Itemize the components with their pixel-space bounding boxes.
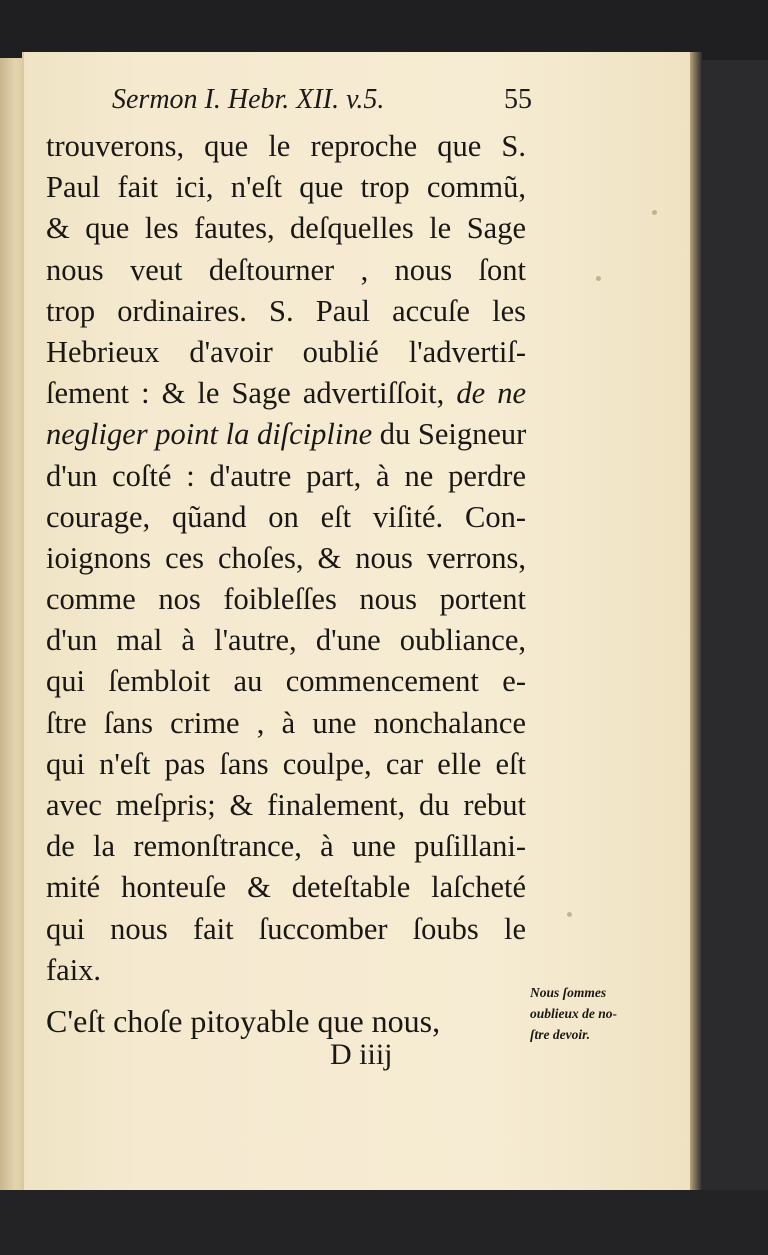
- text-line: [46, 703, 526, 744]
- text-line: [46, 126, 526, 167]
- text-line: [46, 950, 526, 991]
- text-line: [46, 414, 526, 455]
- text-segment: faix.: [46, 952, 102, 987]
- text-segment: Paul fait ici, n'eſt que trop commũ,: [46, 170, 526, 205]
- running-head: [112, 84, 532, 124]
- text-line: [46, 373, 526, 414]
- text-segment: avec meſpris; & finalement, du rebut: [46, 788, 526, 822]
- text-line: [46, 620, 526, 661]
- text-line: [46, 661, 526, 702]
- marginal-note-line: oublieux de no-: [530, 1006, 618, 1021]
- text-segment: ſtre ſans crime , à une nonchalance: [46, 705, 526, 740]
- text-segment: comme nos foibleſſes nous portent: [46, 582, 526, 617]
- text-line: [46, 1001, 526, 1042]
- text-segment: qui nous fait ſuccomber ſoubs le: [46, 911, 526, 946]
- text-segment: d'un coſté : d'autre part, à ne perdre: [46, 458, 526, 493]
- text-segment: qui n'eſt pas ſans coulpe, car elle eſt: [46, 746, 526, 781]
- text-line: [46, 826, 526, 867]
- text-segment: & que les fautes, deſquelles le Sage: [46, 211, 526, 246]
- text-segment: ſement : & le Sage advertiſſoit,: [46, 376, 457, 411]
- text-line: [46, 208, 526, 249]
- text-line: [46, 909, 526, 950]
- paper-speck: [567, 912, 572, 917]
- text-segment: de la remonſtrance, à une puſillani-: [46, 829, 526, 864]
- text-line: [46, 785, 526, 826]
- text-line: [46, 332, 526, 373]
- page-number: 55: [504, 84, 532, 115]
- text-segment: mité honteuſe & deteſtable laſcheté: [46, 870, 526, 905]
- italic-quote: negliger point la diſcipline: [46, 417, 373, 452]
- text-segment: ioignons ces choſes, & nous verrons,: [46, 540, 526, 575]
- scan-backdrop-top: [0, 0, 768, 60]
- italic-quote: de ne: [456, 376, 527, 411]
- paper-speck: [652, 210, 657, 215]
- text-line: [46, 867, 526, 908]
- text-line: [46, 456, 526, 497]
- text-segment: nous veut deſtourner , nous ſont: [46, 252, 526, 287]
- text-segment: qui ſembloit au commencement e-: [46, 664, 526, 699]
- text-segment: courage, qũand on eſt viſité. Con-: [46, 499, 526, 534]
- text-line: [46, 579, 526, 620]
- text-line: [46, 744, 526, 785]
- signature-mark: D iiij: [330, 1038, 393, 1071]
- text-segment: du Seigneur: [372, 417, 527, 452]
- marginal-note-line: ſtre devoir.: [530, 1027, 590, 1042]
- text-line: [46, 250, 526, 291]
- text-line: [46, 291, 526, 332]
- text-segment: C'eſt choſe pitoyable que nous,: [46, 1002, 441, 1039]
- marginal-note-line: Nous ſommes: [530, 985, 607, 1000]
- page-edge-shadow: [690, 52, 702, 1192]
- text-line: [46, 497, 526, 538]
- text-segment: trouverons, que le reproche que S.: [46, 129, 526, 163]
- text-line: [46, 538, 526, 579]
- scan-backdrop-bottom: [0, 1190, 768, 1255]
- paper-speck: [596, 276, 601, 281]
- body-text: [46, 126, 526, 1042]
- text-line: [46, 167, 526, 208]
- running-head-title: Sermon I. Hebr. XII. v.5.: [112, 84, 385, 115]
- text-segment: trop ordinaires. S. Paul accuſe les: [46, 293, 526, 328]
- text-segment: d'un mal à l'autre, d'une oubliance,: [46, 623, 526, 658]
- text-segment: Hebrieux d'avoir oublié l'advertiſ-: [46, 334, 526, 369]
- marginal-note: [530, 982, 650, 1045]
